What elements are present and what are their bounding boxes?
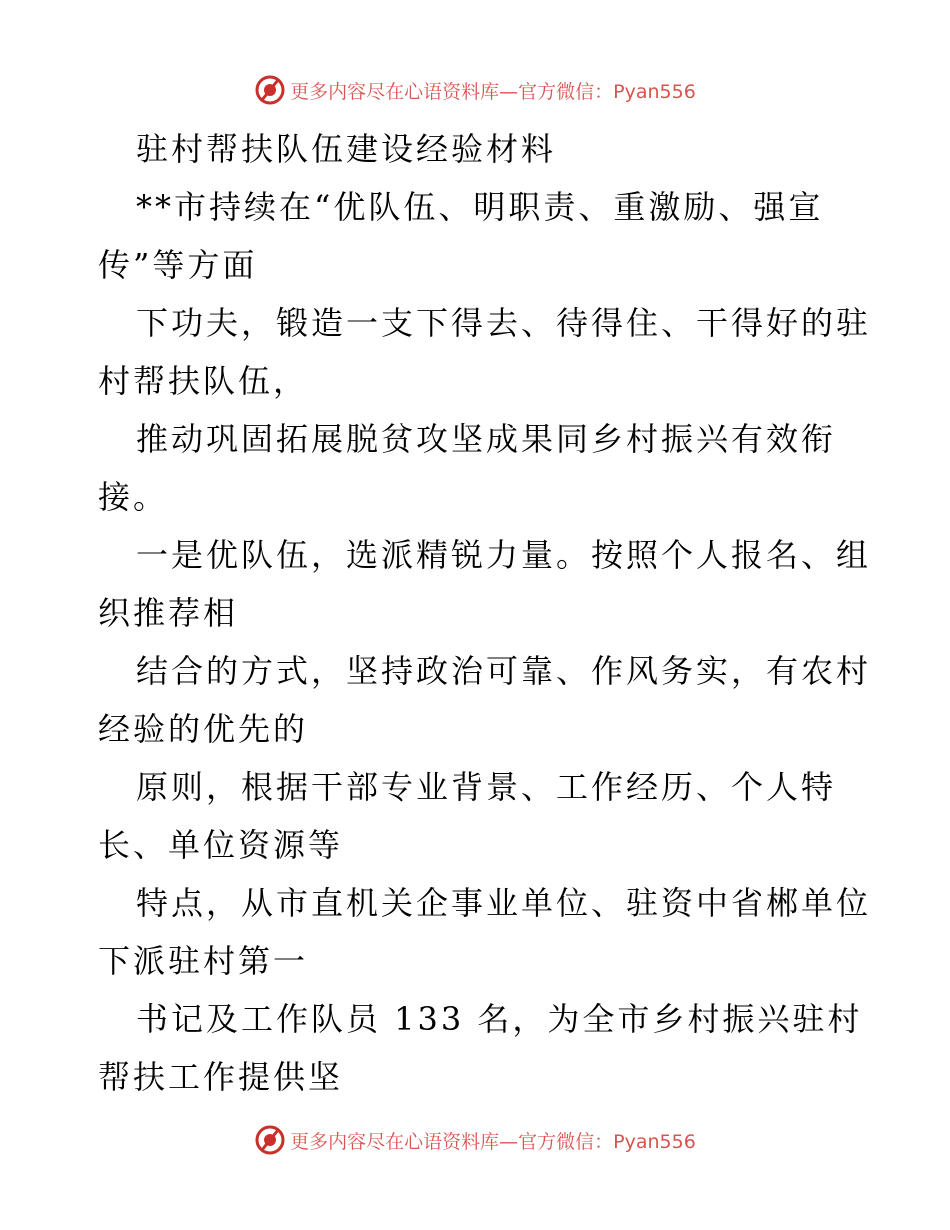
document-body [98,120,872,1106]
footer-banner [0,1120,950,1160]
paragraph-line: 推动巩固拓展脱贫攻坚成果同乡村振兴有效衔 [136,420,837,458]
paragraph-line: 原则，根据干部专业背景、工作经历、个人特 [136,768,837,806]
paragraph-line: 接。 [98,478,169,516]
paragraph-line: 下派驻村第一 [98,942,309,980]
paragraph-line: 织推荐相 [98,594,239,632]
paragraph-line: 传”等方面 [98,246,258,284]
paragraph-line: 村帮扶队伍， [98,362,309,400]
header-banner [0,70,950,110]
paragraph-line: 结合的方式，坚持政治可靠、作风务实，有农村 [136,652,872,690]
paragraph-line: 下功夫，锻造一支下得去、待得住、干得好的驻 [136,304,872,342]
paragraph-line: 书记及工作队员 133 名，为全市乡村振兴驻村 [136,1000,863,1038]
paragraph-line: 经验的优先的 [98,710,309,748]
paragraph-line: 帮扶工作提供坚 [98,1058,344,1096]
paragraph-line: 长、单位资源等 [98,826,344,864]
footer-banner-content [254,1124,696,1156]
footer-banner-text: 更多内容尽在心语资料库—官方微信：Pyan556 [290,1130,696,1153]
header-banner-content [254,74,696,106]
paragraph-line: **市持续在“优队伍、明职责、重激励、强宣 [136,188,824,226]
paragraph-line: 特点，从市直机关企事业单位、驻资中省郴单位 [136,884,872,922]
document-title: 驻村帮扶队伍建设经验材料 [136,130,557,168]
paragraph-line: 一是优队伍，选派精锐力量。按照个人报名、组 [136,536,872,574]
seal-logo-icon [254,74,286,106]
seal-logo-icon [254,1124,286,1156]
header-banner-text: 更多内容尽在心语资料库—官方微信：Pyan556 [290,80,696,103]
